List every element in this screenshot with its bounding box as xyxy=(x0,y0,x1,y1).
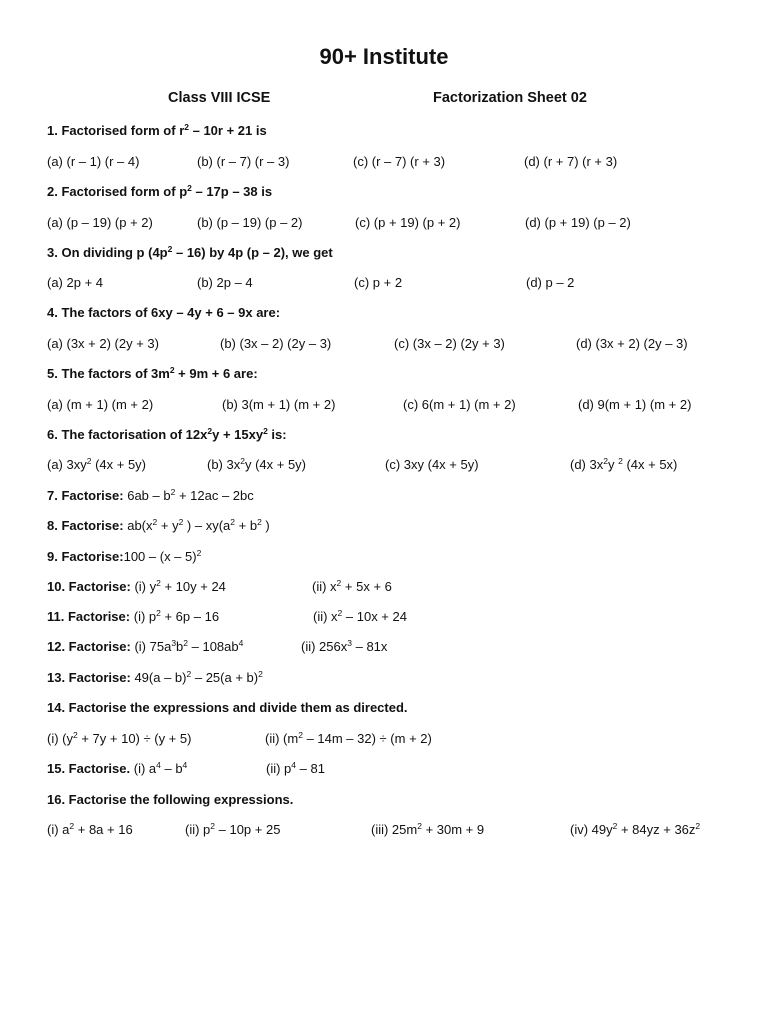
question-10 xyxy=(47,579,226,594)
question-3-option-c: (c) p + 2 xyxy=(354,275,403,290)
question-7-label: 7. Factorise: xyxy=(47,488,124,503)
question-2-option-d: (d) (p + 19) (p – 2) xyxy=(525,215,631,230)
question-3-option-a: (a) 2p + 4 xyxy=(47,275,104,290)
question-11-part-ii: (ii) $x^2 - 10x + 24$ xyxy=(313,608,407,624)
question-4-option-b: (b) (3x – 2) (2y – 3) xyxy=(220,336,332,351)
question-4-option-d: (d) (3x + 2) (2y – 3) xyxy=(576,336,688,351)
question-1-option-b: (b) (r – 7) (r – 3) xyxy=(197,154,290,169)
question-15-part-i: (i) $a^4 - b^4$ xyxy=(133,760,188,776)
question-8-label: 8. Factorise: xyxy=(47,518,124,533)
question-10-label: 10. Factorise: xyxy=(47,579,131,594)
question-13-label: 13. Factorise: xyxy=(47,670,131,685)
question-11-part-i: (i) $p^2 + 6p - 16$ xyxy=(133,608,220,624)
question-15 xyxy=(47,761,187,776)
question-2-stem: 2. Factorised form of $p^2 - 17p - 38$ is xyxy=(47,183,273,199)
question-9 xyxy=(47,549,201,564)
question-7-expression: $6ab - b^2 + 12ac - 2bc$ xyxy=(127,487,254,503)
question-12-part-ii: (ii) $256x^3 - 81x$ xyxy=(301,638,388,654)
question-14-stem: 14. Factorise the expressions and divide them as directed. xyxy=(47,700,408,715)
question-5-stem: 5. The factors of $3m^2 + 9m + 6$ are: xyxy=(47,365,258,381)
question-10-part-i: (i) $y^2 + 10y + 24$ xyxy=(134,578,226,594)
question-3-option-b: (b) 2p – 4 xyxy=(197,275,253,290)
question-13 xyxy=(47,670,263,685)
question-15-label: 15. Factorise. xyxy=(47,761,131,776)
question-6-stem: 6. The factorisation of $12x^2y + 15xy^2$ is: xyxy=(47,426,287,442)
question-6-option-a: (a) $3xy^2$ (4x + 5y) xyxy=(47,456,147,472)
question-4-option-a: (a) (3x + 2) (2y + 3) xyxy=(47,336,159,351)
question-11-label: 11. Factorise: xyxy=(47,609,131,624)
question-16-stem: 16. Factorise the following expressions. xyxy=(47,792,294,807)
sheet-label: Factorization Sheet 02 xyxy=(433,90,587,106)
question-1-option-c: (c) (r – 7) (r + 3) xyxy=(353,154,446,169)
question-8 xyxy=(47,518,270,533)
question-4-stem: 4. The factors of 6xy – 4y + 6 – 9x are: xyxy=(47,305,281,320)
question-13-expression: $49(a - b)^2 - 25(a + b)^2$ xyxy=(134,669,263,685)
page-title: 90+ Institute xyxy=(319,44,449,69)
question-5-option-b: (b) 3(m + 1) (m + 2) xyxy=(222,397,336,412)
question-16-part-iii: (iii) $25m^2 + 30m + 9$ xyxy=(371,821,485,837)
question-2-option-b: (b) (p – 19) (p – 2) xyxy=(197,215,303,230)
question-14-part-ii: (ii) $(m^2 - 14m - 32) \div (m + 2)$ xyxy=(265,730,432,746)
question-10-part-ii: (ii) $x^2 + 5x + 6$ xyxy=(312,578,392,594)
question-12 xyxy=(47,639,243,654)
question-7 xyxy=(47,488,254,503)
question-5-option-c: (c) 6(m + 1) (m + 2) xyxy=(403,397,516,412)
question-16-part-i: (i) $a^2 + 8a + 16$ xyxy=(47,821,133,837)
question-16-part-iv: (iv) $49y^2 + 84yz + 36z^2$ xyxy=(570,821,701,837)
question-9-label: 9. Factorise: xyxy=(47,549,124,564)
question-6-option-b: (b) $3x^2y$ (4x + 5y) xyxy=(207,456,307,472)
class-label: Class VIII ICSE xyxy=(168,90,271,106)
question-9-expression: 100 – (x – 5)$^2$ xyxy=(123,548,202,564)
question-5-option-a: (a) (m + 1) (m + 2) xyxy=(47,397,154,412)
question-1-stem: 1. Factorised form of $r^2 - 10r + 21$ is xyxy=(47,122,267,138)
question-15-part-ii: (ii) $p^4 - 81$ xyxy=(266,760,325,776)
question-5-option-d: (d) 9(m + 1) (m + 2) xyxy=(578,397,692,412)
question-16-part-ii: (ii) $p^2 - 10p + 25$ xyxy=(185,821,281,837)
question-2-option-c: (c) (p + 19) (p + 2) xyxy=(355,215,461,230)
question-6-option-c: (c) 3xy (4x + 5y) xyxy=(385,457,479,472)
question-4-option-c: (c) (3x – 2) (2y + 3) xyxy=(394,336,505,351)
question-12-part-i: (i) $75a^3b^2 - 108ab^4$ xyxy=(134,638,244,654)
question-1-option-d: (d) (r + 7) (r + 3) xyxy=(524,154,618,169)
question-3-stem: 3. On dividing p $(4p^2 - 16)$ by 4p (p – 2), we get xyxy=(47,244,333,260)
question-8-expression: $ab(x^2 + y^2$ ) – $xy(a^2 + b^2$ ) xyxy=(127,517,270,533)
question-3-option-d: (d) p – 2 xyxy=(526,275,575,290)
question-2-option-a: (a) (p – 19) (p + 2) xyxy=(47,215,153,230)
question-12-label: 12. Factorise: xyxy=(47,639,131,654)
question-6-option-d: (d) $3x^2y$ $^2$ (4x + 5x) xyxy=(570,456,678,472)
question-1-option-a: (a) (r – 1) (r – 4) xyxy=(47,154,140,169)
question-11 xyxy=(47,609,219,624)
question-14-part-i: (i) $(y^2 + 7y + 10) \div (y + 5)$ xyxy=(47,730,192,746)
